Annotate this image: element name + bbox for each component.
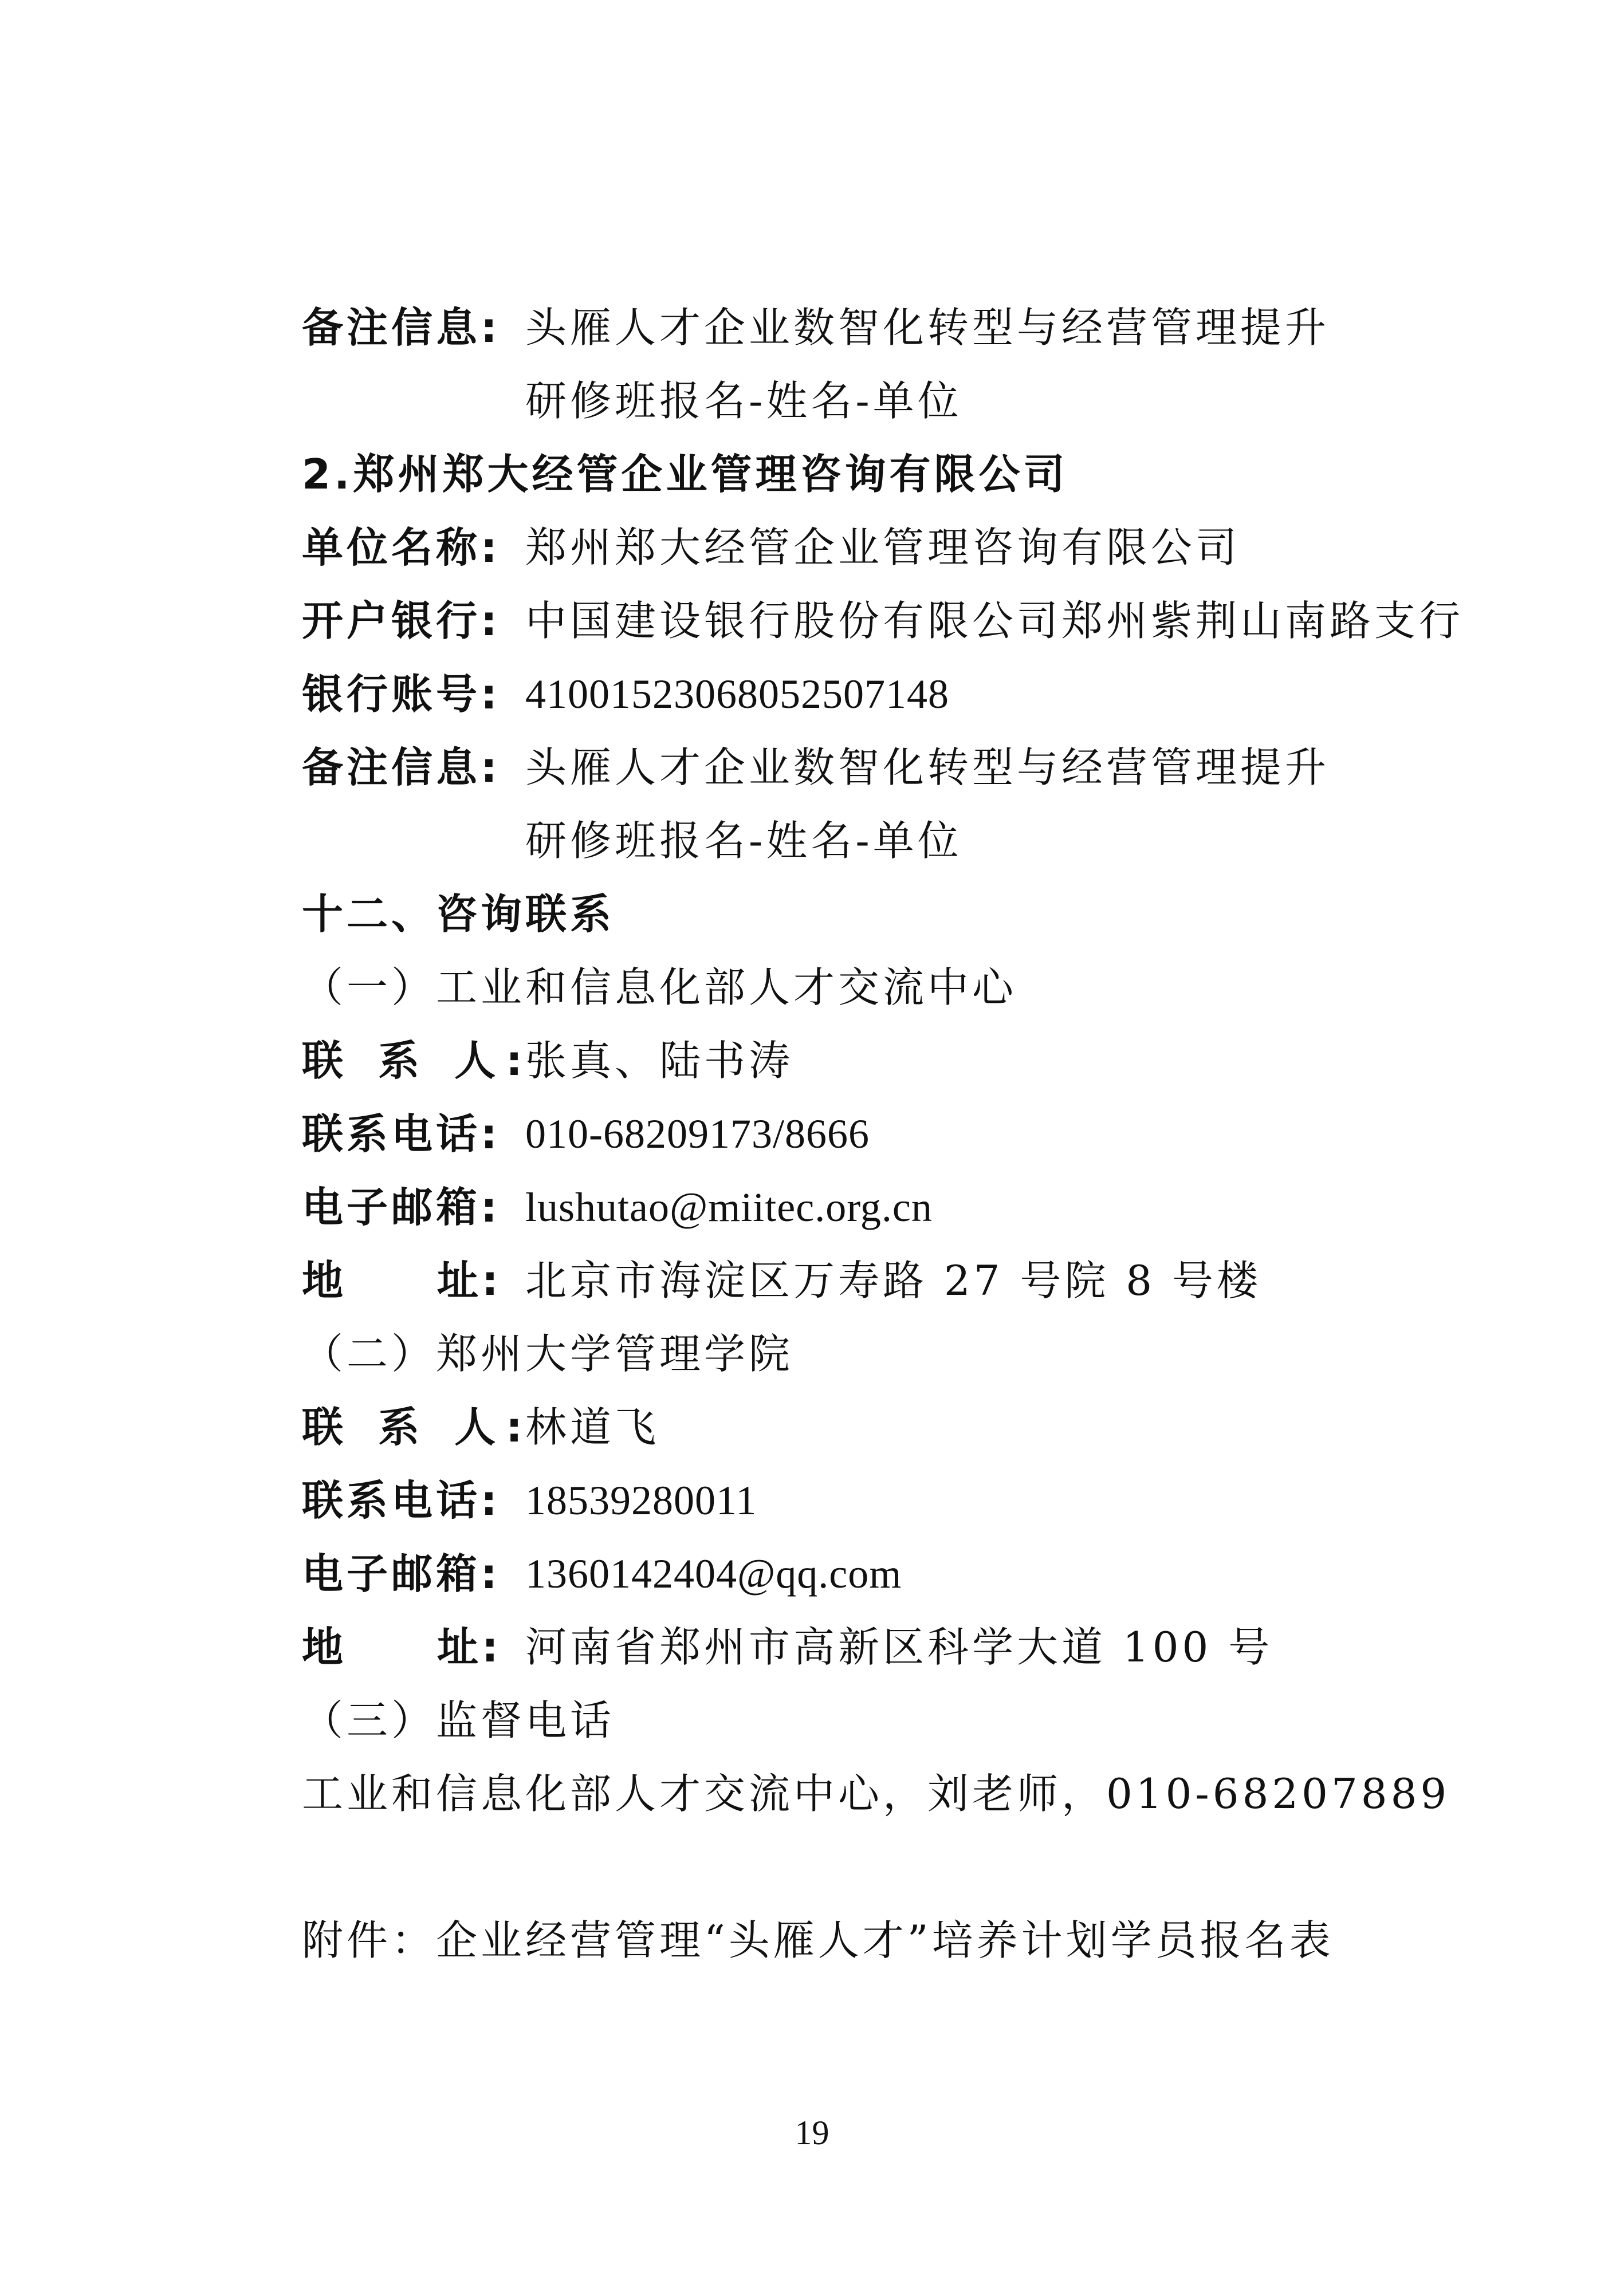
phone-value: 18539280011: [525, 1478, 757, 1523]
sub2-phone-row: [302, 1473, 757, 1528]
email-label: 电子邮箱:: [302, 1183, 501, 1231]
remark-row-2-cont: 研修班报名-姓名-单位: [525, 817, 962, 865]
sub2-email-row: [302, 1546, 902, 1601]
contact-label: 联 系 人:: [302, 1403, 533, 1451]
address-label-b: 址:: [437, 1623, 502, 1671]
address-label-a: 地: [302, 1623, 347, 1671]
address-value: 河南省郑州市高新区科学大道 100 号: [525, 1623, 1273, 1671]
remark-label: 备注信息:: [302, 304, 501, 352]
contact-value: 张真、陆书涛: [525, 1037, 794, 1085]
sub2-title: （二）郑州大学管理学院: [302, 1330, 794, 1378]
unit-name-label: 单位名称:: [302, 523, 501, 572]
account-value: 41001523068052507148: [525, 671, 949, 717]
email-value[interactable]: lushutao@miitec.org.cn: [525, 1184, 933, 1230]
address-label-b: 址:: [437, 1257, 502, 1305]
email-label: 电子邮箱:: [302, 1550, 501, 1598]
sub2-address-row: [302, 1620, 1273, 1675]
remark-row-1: [302, 300, 1330, 355]
bank-value: 中国建设银行股份有限公司郑州紫荆山南路支行: [525, 597, 1464, 645]
page-number: 19: [795, 2114, 829, 2152]
account-label: 银行账号:: [302, 670, 501, 718]
company-heading: 2.郑州郑大经管企业管理咨询有限公司: [302, 450, 1068, 498]
remark-row-2: [302, 740, 1330, 795]
remark-row-1-cont: 研修班报名-姓名-单位: [525, 377, 962, 425]
supervision-line: 工业和信息化部人才交流中心，刘老师，010-68207889: [302, 1770, 1450, 1818]
sub1-email-row: [302, 1180, 933, 1235]
unit-name-row: [302, 520, 1241, 575]
sub1-contact-row: [302, 1033, 794, 1088]
bank-row: [302, 593, 1464, 648]
sub1-address-row: [302, 1253, 1261, 1308]
sub2-contact-row: [302, 1400, 660, 1455]
bank-label: 开户银行:: [302, 597, 501, 645]
account-row: [302, 667, 949, 722]
sub3-title: （三）监督电话: [302, 1696, 615, 1744]
sub1-title: （一）工业和信息化部人才交流中心: [302, 963, 1017, 1011]
phone-value: 010-68209173/8666: [525, 1111, 870, 1157]
phone-label: 联系电话:: [302, 1476, 501, 1525]
remark-label: 备注信息:: [302, 743, 501, 791]
sub1-phone-row: [302, 1106, 870, 1161]
address-label-a: 地: [302, 1257, 347, 1305]
attachment-line: 附件：企业经营管理“头雁人才”培养计划学员报名表: [302, 1916, 1334, 1964]
contact-value: 林道飞: [525, 1403, 660, 1451]
contact-label: 联 系 人:: [302, 1037, 533, 1085]
address-value: 北京市海淀区万寿路 27 号院 8 号楼: [525, 1257, 1261, 1305]
remark-value: 头雁人才企业数智化转型与经营管理提升: [525, 743, 1330, 791]
section-heading: 十二、咨询联系: [302, 890, 615, 938]
phone-label: 联系电话:: [302, 1110, 501, 1158]
email-value[interactable]: 1360142404@qq.com: [525, 1551, 902, 1597]
remark-value: 头雁人才企业数智化转型与经营管理提升: [525, 304, 1330, 352]
unit-name-value: 郑州郑大经管企业管理咨询有限公司: [525, 523, 1241, 572]
